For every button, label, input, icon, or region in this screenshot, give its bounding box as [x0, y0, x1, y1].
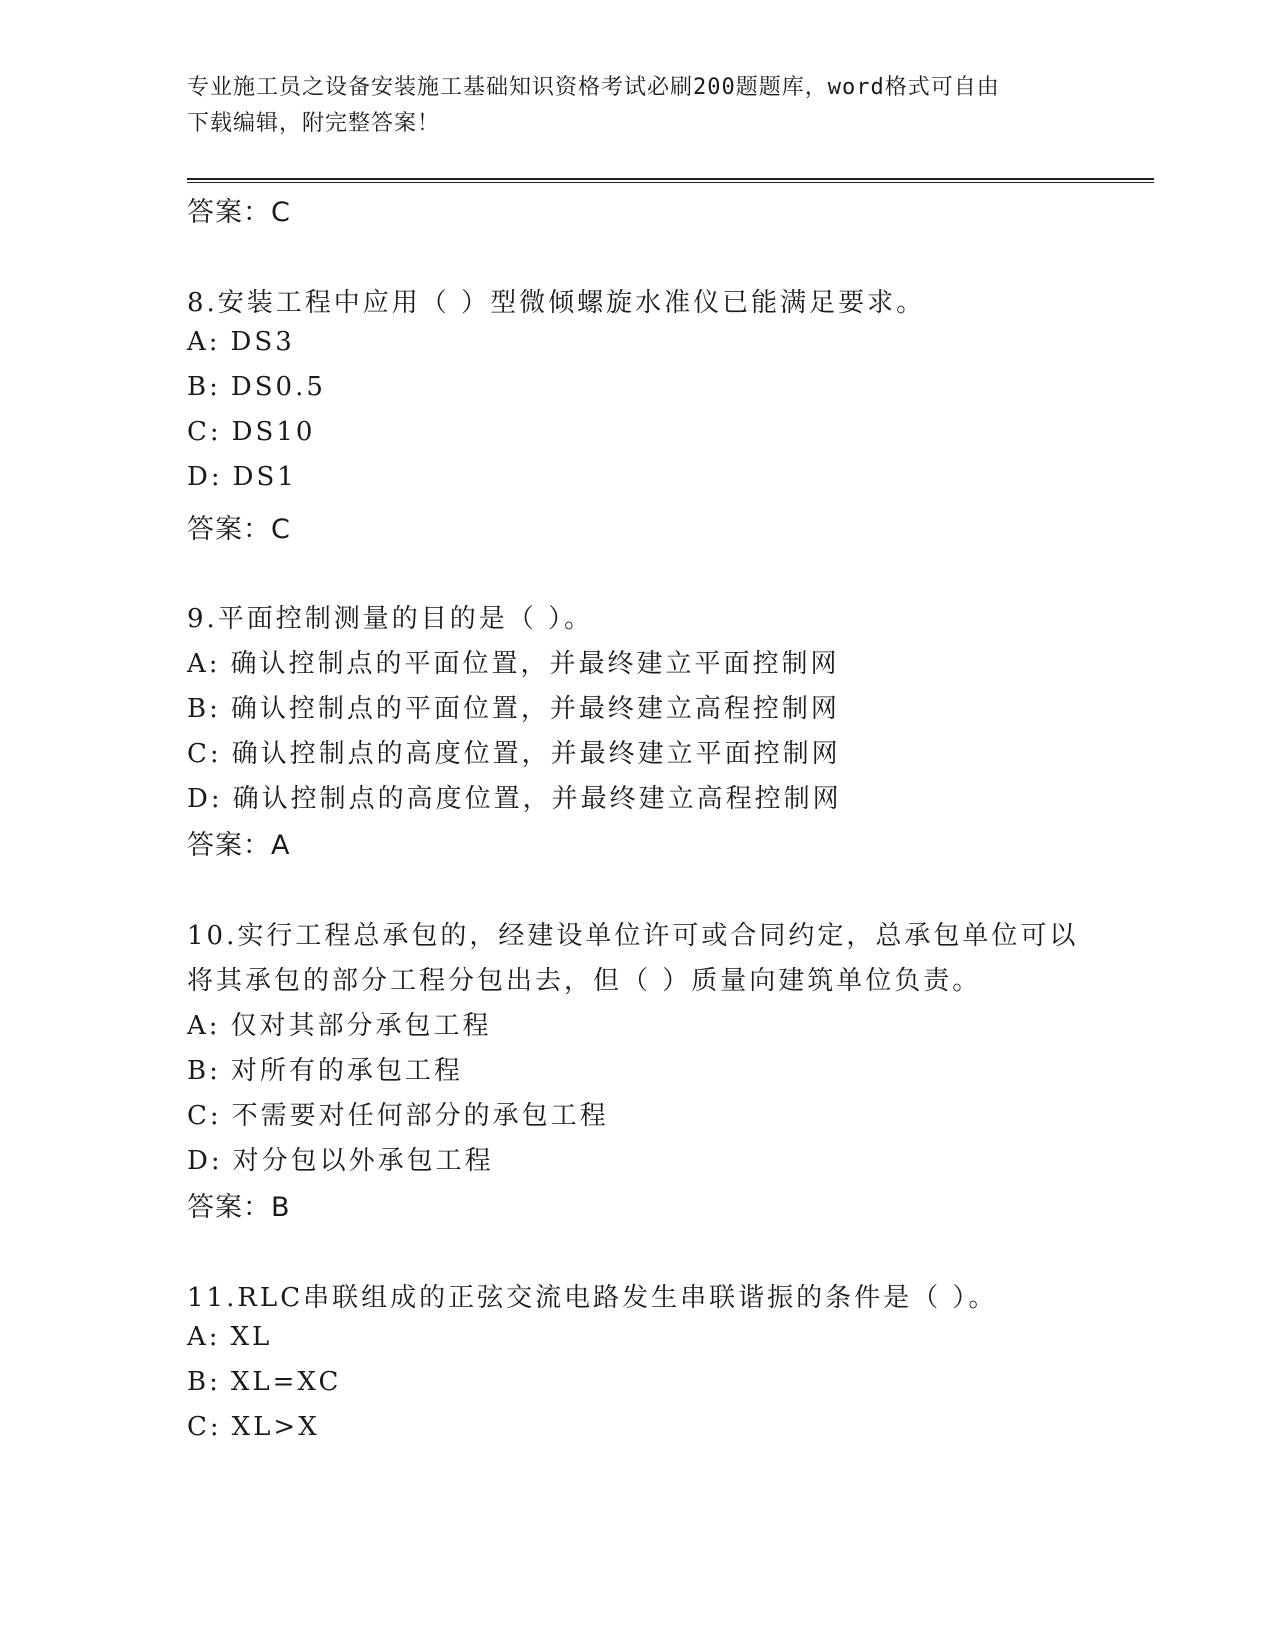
document-header — [187, 70, 1067, 142]
option-key: C: — [187, 1101, 222, 1131]
option-text: 确认控制点的平面位置，并最终建立高程控制网 — [230, 694, 840, 724]
option-c — [187, 1095, 609, 1132]
option-text: 对分包以外承包工程 — [232, 1146, 494, 1176]
option-key: A: — [187, 649, 221, 679]
option-b — [187, 688, 840, 725]
option-key: D: — [187, 462, 223, 492]
question-stem-line-2: 将其承包的部分工程分包出去，但（ ）质量向建筑单位负责。 — [187, 966, 982, 996]
option-text: 确认控制点的高度位置，并最终建立平面控制网 — [231, 739, 841, 769]
option-text: 确认控制点的高度位置，并最终建立高程控制网 — [232, 784, 842, 814]
option-d — [187, 462, 297, 492]
option-text: 确认控制点的平面位置，并最终建立平面控制网 — [230, 649, 840, 679]
option-key: B: — [187, 1056, 221, 1086]
question-stem-line-1: 10.实行工程总承包的，经建设单位许可或合同约定，总承包单位可以 — [187, 921, 1079, 951]
option-key: B: — [187, 1367, 221, 1397]
option-key: A: — [187, 327, 221, 357]
option-a — [187, 1322, 272, 1352]
answer-line: 答案：C — [187, 514, 291, 545]
option-a — [187, 1005, 492, 1042]
option-key: B: — [187, 694, 221, 724]
option-key: D: — [187, 1146, 223, 1176]
option-key: C: — [187, 1412, 222, 1442]
header-line-1: 专业施工员之设备安装施工基础知识资格考试必刷200题题库，word格式可自由 — [187, 75, 1000, 100]
option-text: DS10 — [231, 417, 316, 447]
option-text: DS1 — [232, 462, 297, 492]
option-b — [187, 1050, 463, 1087]
option-b — [187, 372, 326, 402]
question-stem: 9.平面控制测量的目的是（ ）。 — [187, 604, 594, 634]
header-line-2: 下载编辑，附完整答案！ — [187, 111, 441, 136]
option-d — [187, 778, 842, 815]
option-text: XL>X — [231, 1412, 320, 1442]
option-text: DS3 — [230, 327, 295, 357]
option-c — [187, 1412, 320, 1442]
option-key: A: — [187, 1322, 221, 1352]
answer-line: 答案：C — [187, 197, 291, 228]
option-key: C: — [187, 739, 222, 769]
question-stem: 11.RLC串联组成的正弦交流电路发生串联谐振的条件是（ ）。 — [187, 1283, 998, 1313]
option-text: XL=XC — [230, 1367, 342, 1397]
option-a — [187, 327, 295, 357]
option-key: B: — [187, 372, 221, 402]
option-key: C: — [187, 417, 222, 447]
option-text: 仅对其部分承包工程 — [230, 1011, 492, 1041]
option-b — [187, 1367, 341, 1397]
question-stem: 8.安装工程中应用（ ）型微倾螺旋水准仪已能满足要求。 — [187, 288, 926, 318]
option-text: DS0.5 — [230, 372, 326, 402]
option-d — [187, 1140, 494, 1177]
answer-line: 答案：A — [187, 830, 291, 861]
option-key: D: — [187, 784, 223, 814]
answer-line: 答案：B — [187, 1192, 291, 1223]
option-c — [187, 733, 841, 770]
option-text: 对所有的承包工程 — [230, 1056, 463, 1086]
header-divider-bottom — [187, 182, 1154, 183]
option-key: A: — [187, 1011, 221, 1041]
option-a — [187, 643, 840, 680]
option-text: XL — [230, 1322, 273, 1352]
option-c — [187, 417, 315, 447]
header-divider-top — [187, 178, 1154, 180]
option-text: 不需要对任何部分的承包工程 — [231, 1101, 609, 1131]
